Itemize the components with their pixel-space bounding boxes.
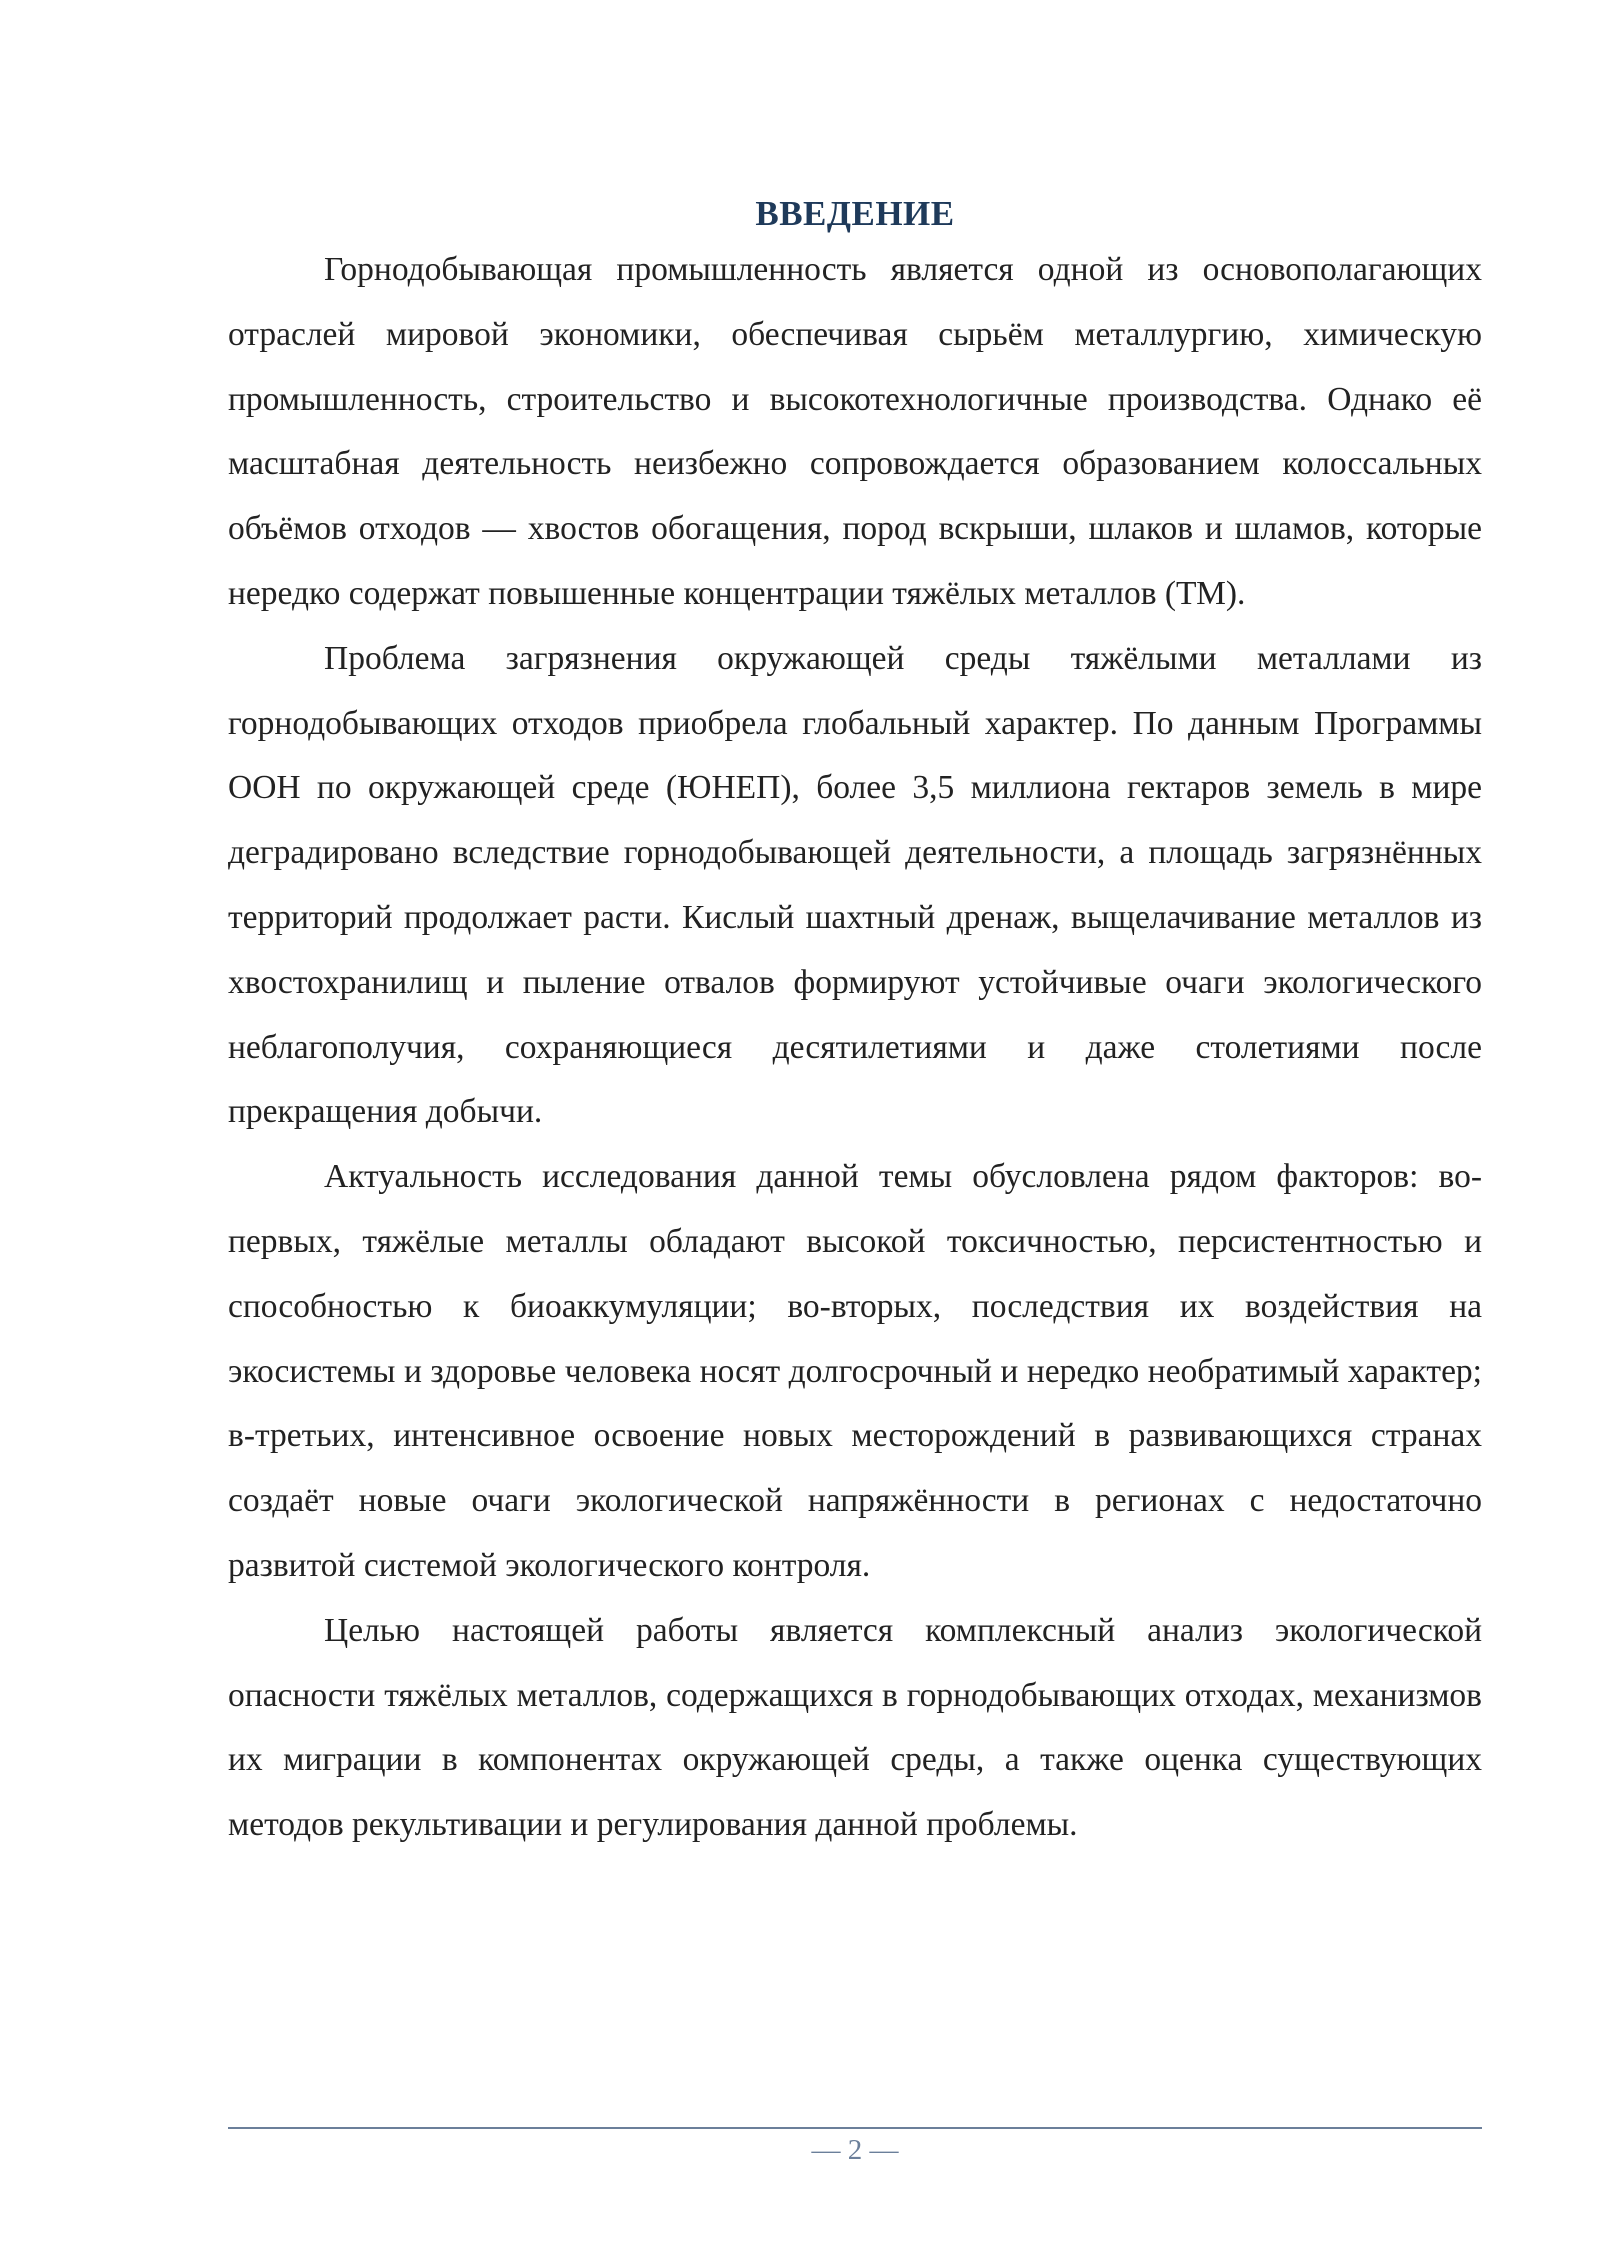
footer-divider: [228, 2127, 1482, 2129]
page-number: — 2 —: [811, 2134, 899, 2166]
paragraph-4: Целью настоящей работы является комплексный анализ экологической опасности тяжёлых металлов, содержащихся в горнодобывающих отходах, механизмов их миграции в компонентах окружающей среды, а также оценка существующих методов рекультивации и регулирования данной проблемы.: [228, 1611, 1482, 1844]
paragraph-2: Проблема загрязнения окружающей среды тяжёлыми металлами из горнодобывающих отходов приобрела глобальный характер. По данным Программы ООН по окружающей среде (ЮНЕП), более 3,5 миллиона гектаров земель в мире деградировано вследствие горнодобывающей деятельности, а площадь загрязнённых территорий продолжает расти. Кислый шахтный дренаж, выщелачивание металлов из хвостохранилищ и пыление отвалов формируют устойчивые очаги экологического неблагополучия, сохраняющиеся десятилетиями и даже столетиями после прекращения добычи.: [228, 639, 1482, 1131]
page-content: [228, 190, 1482, 1858]
section-heading: ВВЕДЕНИЕ: [755, 194, 955, 233]
paragraph-3: Актуальность исследования данной темы обусловлена рядом факторов: во-первых, тяжёлые металлы обладают высокой токсичностью, персистентностью и способностью к биоаккумуляции; во-вторых, последствия их воздействия на экосистемы и здоровье человека носят долгосрочный и нередко необратимый характер; в-третьих, интенсивное освоение новых месторождений в развивающихся странах создаёт новые очаги экологической напряжённости в регионах с недостаточно развитой системой экологического контроля.: [228, 1158, 1482, 1584]
paragraph-1: Горнодобывающая промышленность является одной из основополагающих отраслей мировой экономики, обеспечивая сырьём металлургию, химическую промышленность, строительство и высокотехнологичные производства. Однако её масштабная деятельность неизбежно сопровождается образованием колоссальных объёмов отходов — хвостов обогащения, пород вскрыши, шлаков и шламов, которые нередко содержат повышенные концентрации тяжёлых металлов (ТМ).: [228, 251, 1482, 612]
